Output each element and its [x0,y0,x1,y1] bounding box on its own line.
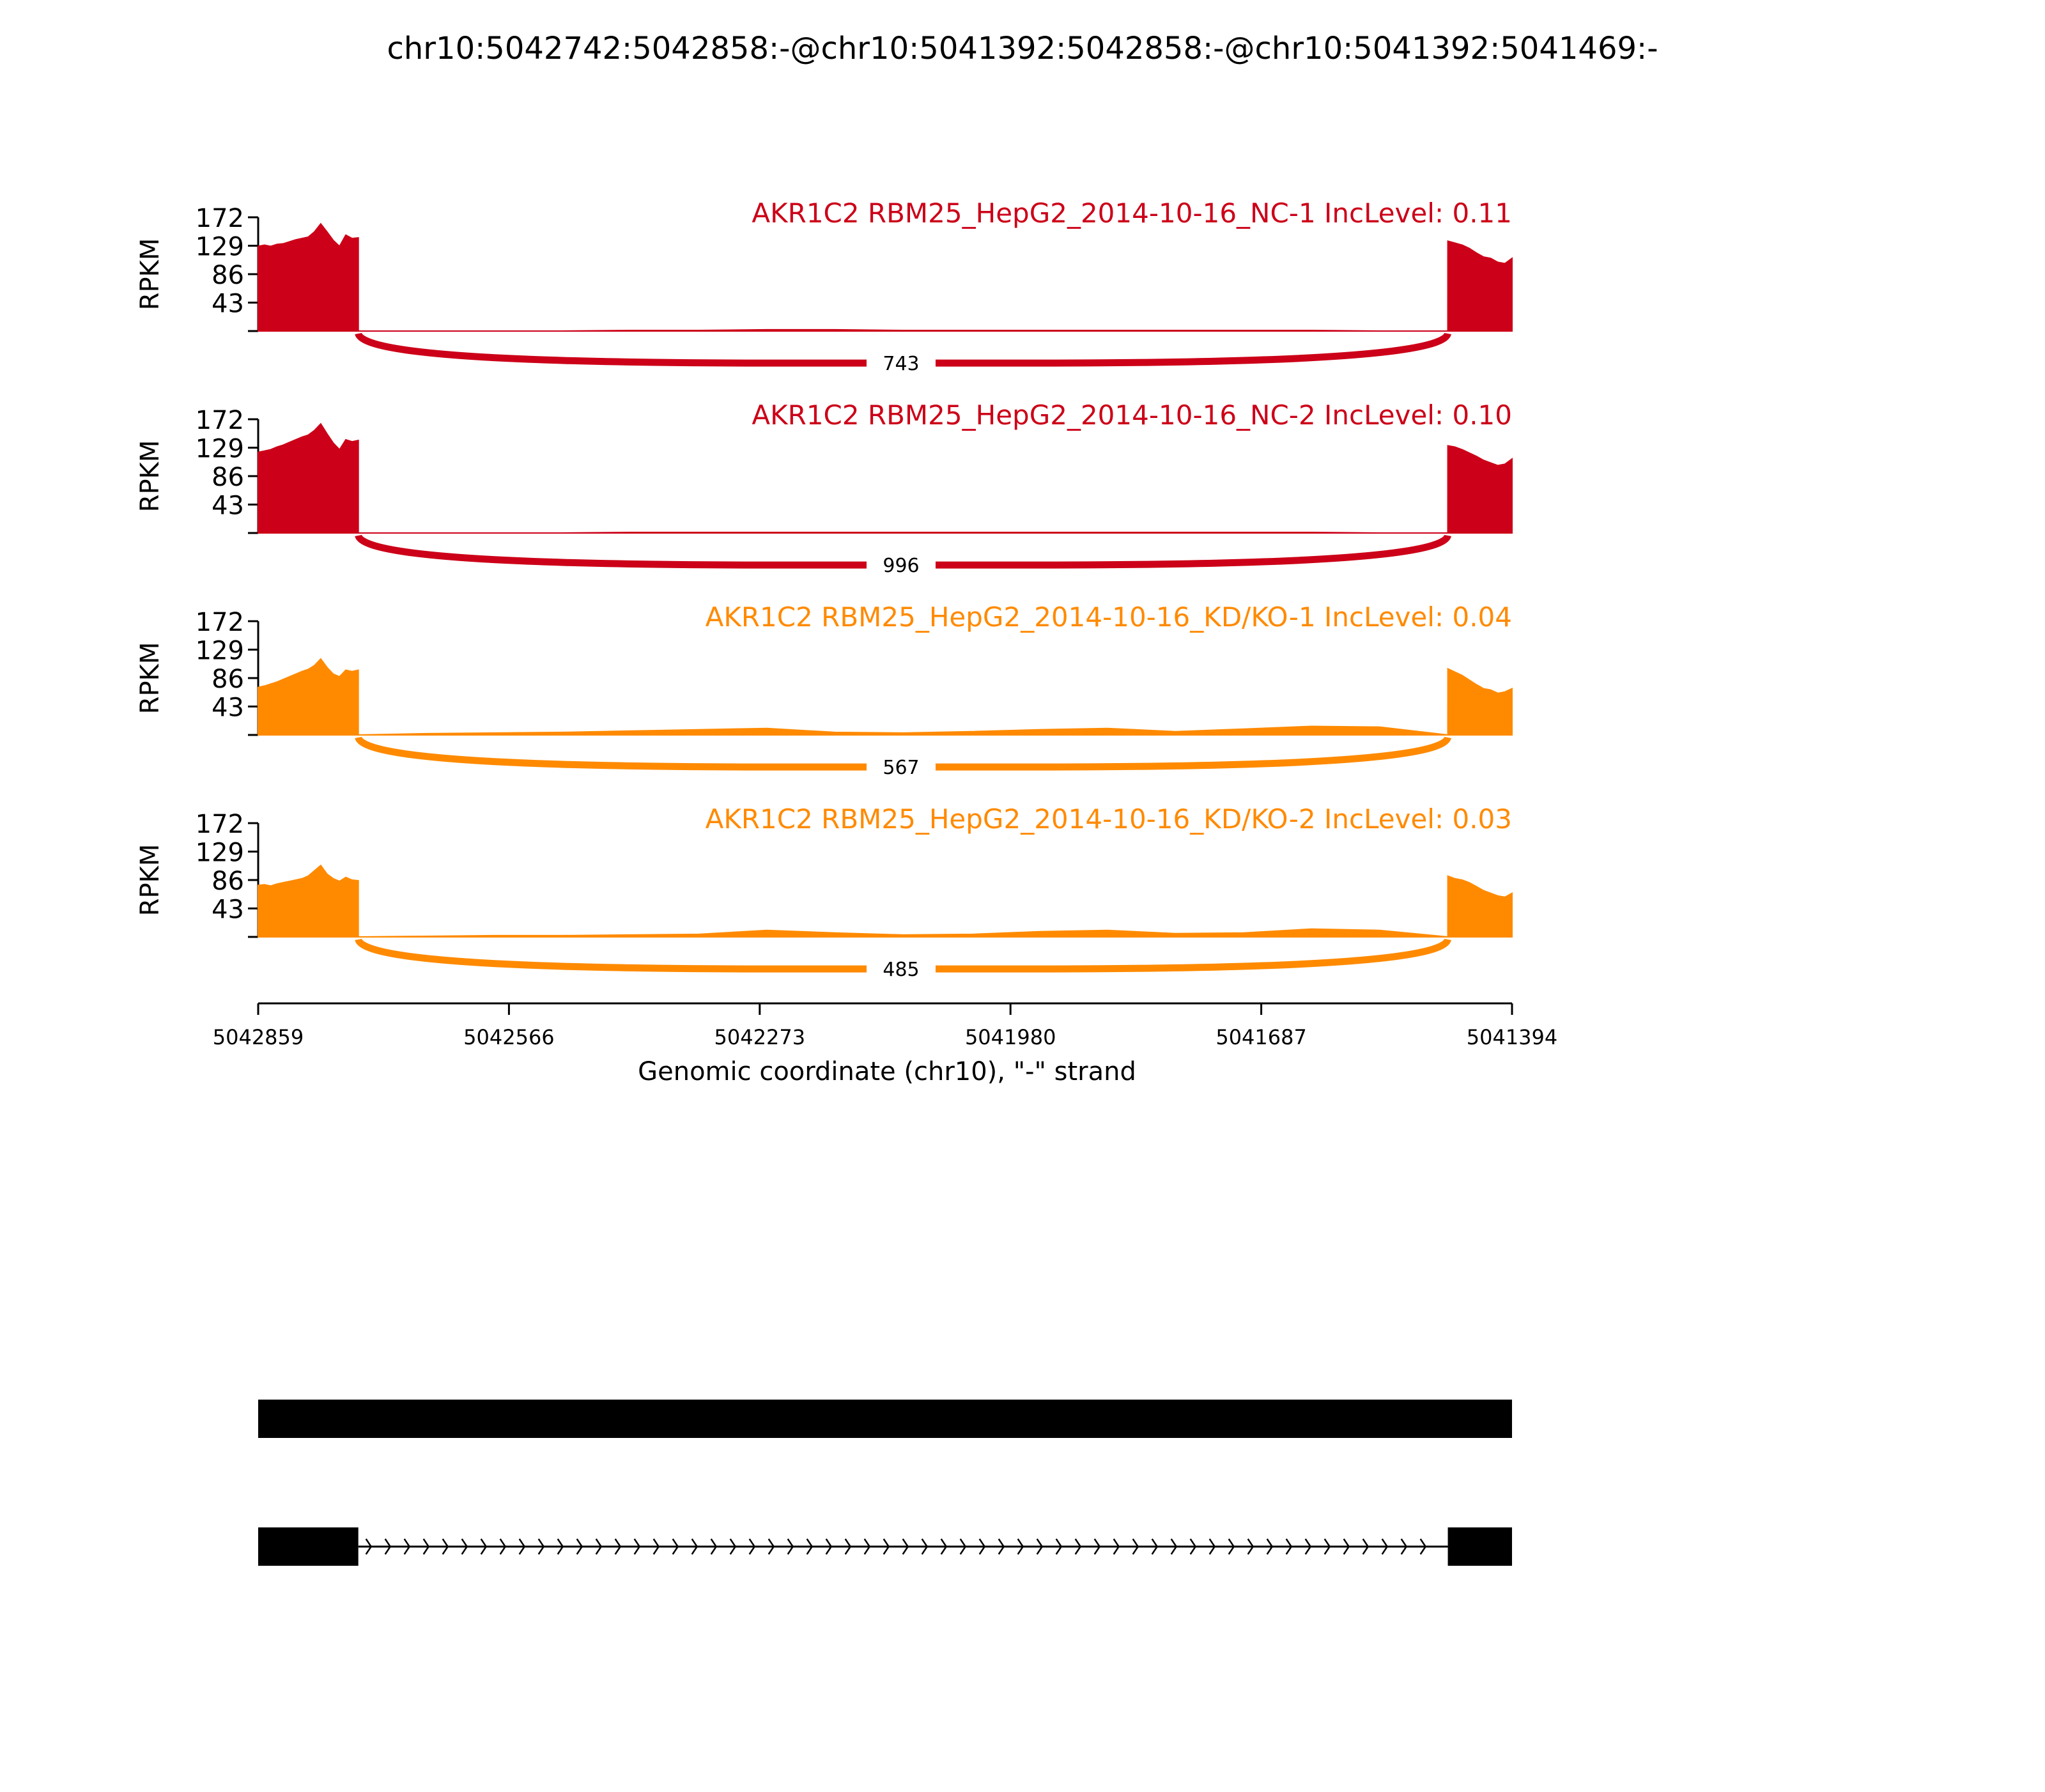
y-tick-label: 43 [212,693,244,723]
y-tick-label: 43 [212,289,244,319]
y-tick-label: 172 [195,810,244,839]
y-tick-label: 43 [212,895,244,925]
x-tick-label: 5041980 [964,1025,1056,1049]
y-axis-label: RPKM [135,844,165,916]
track-1 [135,197,1512,377]
junction-count-label: 567 [883,757,920,779]
track-label: AKR1C2 RBM25_HepG2_2014-10-16_NC-1 IncLevel: 0.11 [752,197,1512,229]
y-tick-label: 129 [195,636,244,666]
x-axis-label: Genomic coordinate (chr10), "-" strand [638,1057,1136,1086]
gene-models [258,1400,1512,1566]
x-tick-label: 5042273 [714,1025,806,1049]
x-tick-label: 5042859 [212,1025,304,1049]
y-tick-label: 172 [195,608,244,637]
junction-count-label: 485 [883,959,920,981]
figure-title: chr10:5042742:5042858:-@chr10:5041392:5042858:-@chr10:5041392:5041469:- [387,31,1658,66]
y-tick-label: 86 [212,867,244,896]
coverage-area [258,865,1512,937]
junction-count-label: 743 [883,353,920,375]
y-tick-label: 129 [195,434,244,464]
y-tick-label: 86 [212,261,244,290]
exon-block [258,1400,1512,1438]
y-axis-label: RPKM [135,440,165,513]
coverage-area [258,424,1512,533]
y-axis-label: RPKM [135,642,165,714]
x-axis [213,1003,1558,1049]
y-tick-label: 129 [195,232,244,262]
y-tick-label: 86 [212,463,244,492]
track-3 [135,601,1512,781]
track-2 [135,399,1512,579]
gene-model-exon-skipping-isoform [258,1527,1512,1566]
x-tick-label: 5042566 [463,1025,555,1049]
y-tick-label: 172 [195,204,244,233]
track-label: AKR1C2 RBM25_HepG2_2014-10-16_NC-2 IncLevel: 0.10 [752,399,1512,431]
gene-model-exon-inclusion-isoform [258,1400,1512,1438]
track-4 [135,803,1512,983]
x-tick-label: 5041687 [1215,1025,1307,1049]
coverage-area [258,224,1512,331]
x-tick-label: 5041394 [1466,1025,1558,1049]
junction-count-label: 996 [883,555,920,577]
track-label: AKR1C2 RBM25_HepG2_2014-10-16_KD/KO-1 IncLevel: 0.04 [705,601,1512,633]
coverage-area [258,659,1512,735]
y-tick-label: 86 [212,665,244,694]
exon-block [1448,1527,1512,1566]
y-tick-label: 43 [212,491,244,521]
exon-block [258,1527,359,1566]
y-axis-label: RPKM [135,238,165,311]
track-panels [135,197,1512,983]
y-tick-label: 129 [195,838,244,868]
track-label: AKR1C2 RBM25_HepG2_2014-10-16_KD/KO-2 IncLevel: 0.03 [705,803,1512,835]
y-tick-label: 172 [195,406,244,435]
